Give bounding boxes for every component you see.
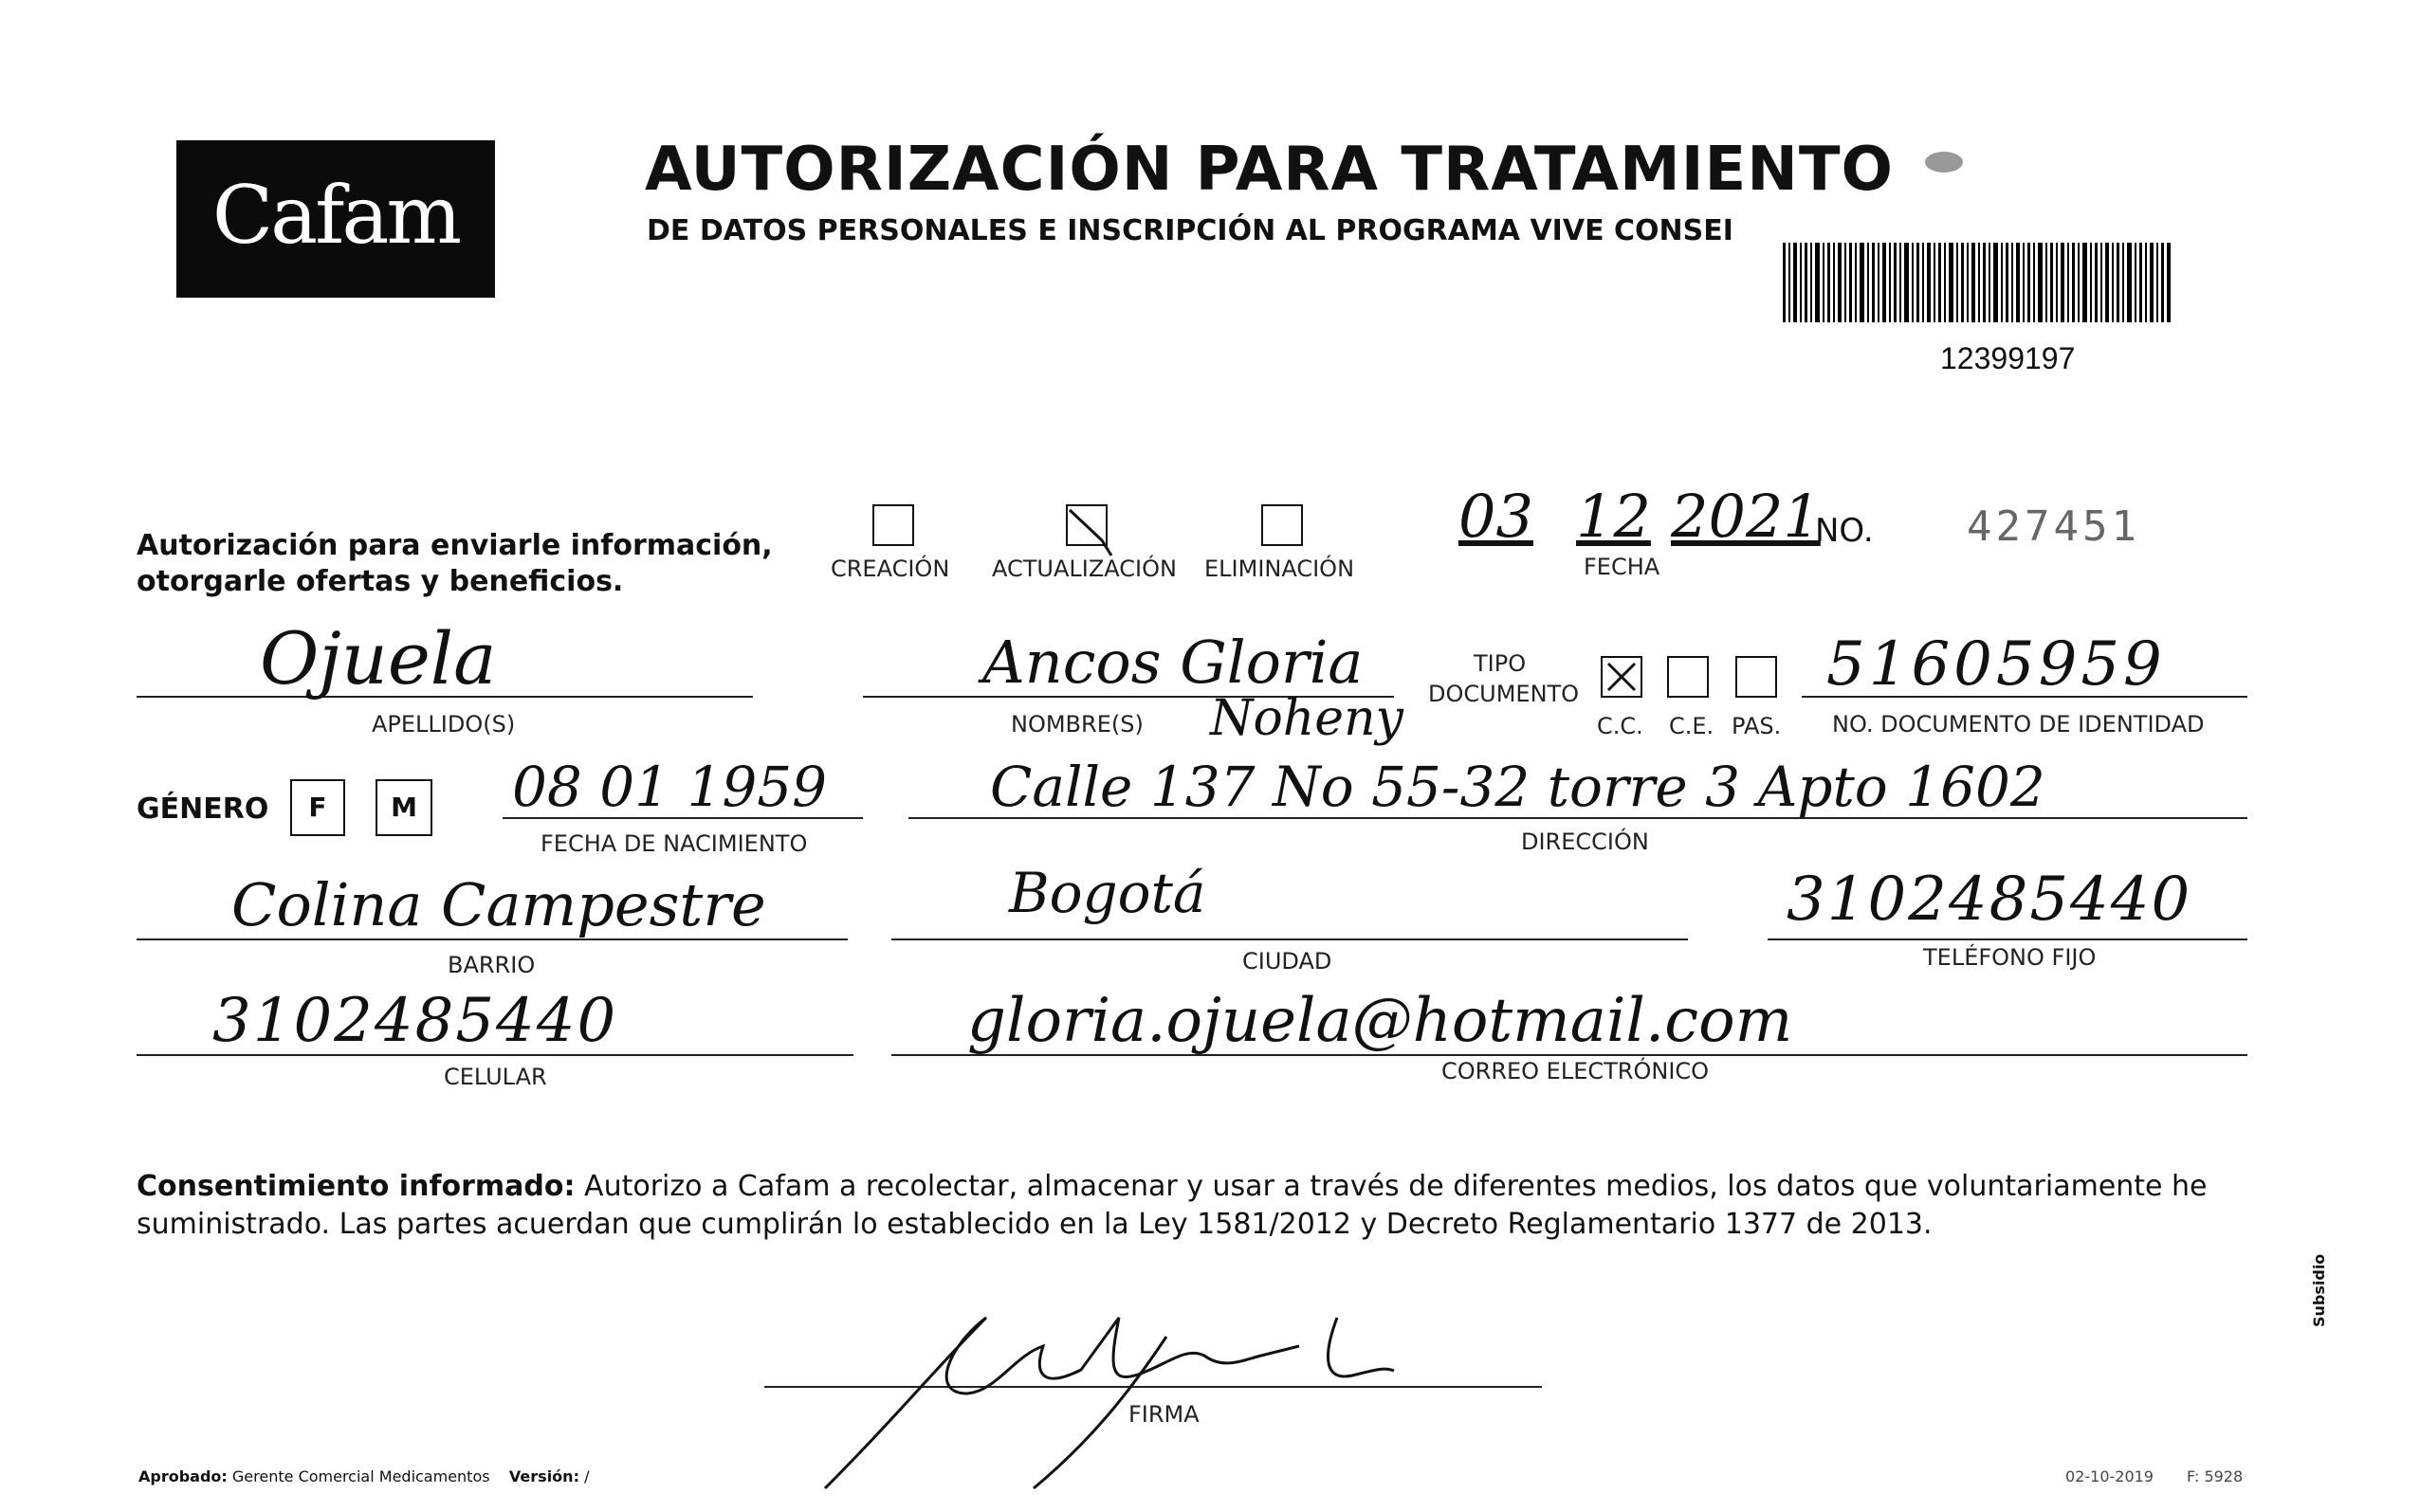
- logo-text: Cafam: [211, 169, 460, 262]
- fecha-nacimiento-value[interactable]: 08 01 1959: [512, 755, 828, 819]
- genero-f-label: F: [308, 792, 327, 823]
- version-value: /: [584, 1467, 590, 1485]
- aprobado-value: Gerente Comercial Medicamentos: [231, 1467, 490, 1485]
- nombres-value[interactable]: Ancos Gloria: [982, 628, 1364, 697]
- fecha-year: 2021: [1671, 482, 1821, 551]
- eliminacion-label: ELIMINACIÓN: [1204, 556, 1355, 582]
- telefono-value[interactable]: 3102485440: [1787, 865, 2192, 935]
- documento-label: NO. DOCUMENTO DE IDENTIDAD: [1832, 711, 2205, 738]
- genero-m-checkbox[interactable]: [376, 779, 432, 836]
- ce-checkbox[interactable]: [1667, 656, 1709, 698]
- cc-checkbox[interactable]: [1601, 656, 1642, 698]
- tipo-documento-label-1: TIPO: [1474, 650, 1527, 677]
- pas-label: PAS.: [1732, 713, 1782, 739]
- genero-m-label: M: [391, 792, 417, 823]
- documento-value[interactable]: 51605959: [1826, 629, 2166, 700]
- direccion-value[interactable]: Calle 137 No 55-32 torre 3 Apto 1602: [990, 755, 2045, 819]
- apellidos-value[interactable]: Ojuela: [260, 616, 497, 701]
- signature-label: FIRMA: [1128, 1401, 1200, 1428]
- aprobado-label: Aprobado:: [138, 1467, 228, 1485]
- creacion-checkbox[interactable]: [872, 504, 914, 546]
- intro-line-2: otorgarle ofertas y beneficios.: [137, 565, 624, 598]
- consent-paragraph: [137, 1168, 2247, 1244]
- eliminacion-checkbox[interactable]: [1261, 504, 1303, 546]
- correo-value[interactable]: gloria.ojuela@hotmail.com: [967, 986, 1793, 1056]
- direccion-label: DIRECCIÓN: [1521, 829, 1649, 855]
- intro-line-1: Autorización para enviarle información,: [137, 529, 773, 562]
- fecha-label: FECHA: [1584, 554, 1660, 580]
- fecha-month: 12: [1576, 482, 1651, 551]
- consent-text: Autorizo a Cafam a recolectar, almacenar y usar a través de diferentes medios, los datos que voluntariamente he suministrado. Las partes acuerdan que cumplirán lo establecido en la Ley 1581/2012 y Decreto Reglamentario 1377 de 2013.: [137, 1170, 2208, 1241]
- barrio-value[interactable]: Colina Campestre: [231, 870, 766, 939]
- actualizacion-label: ACTUALIZACIÓN: [992, 556, 1177, 582]
- ce-label: C.E.: [1669, 713, 1714, 739]
- telefono-line: [1768, 938, 2247, 940]
- consent-heading: Consentimiento informado:: [137, 1170, 576, 1203]
- scan-mark: [1925, 152, 1963, 173]
- checkbox-tick: [1068, 506, 1106, 544]
- barrio-label: BARRIO: [448, 952, 536, 978]
- footer-date: 02-10-2019: [2065, 1467, 2154, 1485]
- barcode: [1783, 243, 2172, 322]
- fecha-day: 03: [1458, 482, 1533, 551]
- celular-label: CELULAR: [444, 1064, 547, 1090]
- apellidos-label: APELLIDO(S): [372, 711, 516, 738]
- no-label: NO.: [1815, 512, 1874, 550]
- correo-label: CORREO ELECTRÓNICO: [1441, 1058, 1710, 1084]
- tipo-documento-label-2: DOCUMENTO: [1428, 681, 1580, 707]
- cc-check-mark: [1603, 658, 1641, 696]
- actualizacion-checkbox[interactable]: [1066, 504, 1108, 546]
- fecha-nacimiento-label: FECHA DE NACIMIENTO: [541, 830, 808, 857]
- genero-label: GÉNERO: [137, 792, 269, 826]
- footer-code: F: 5928: [2187, 1467, 2244, 1485]
- ciudad-label: CIUDAD: [1242, 948, 1332, 975]
- genero-f-checkbox[interactable]: [290, 779, 345, 836]
- version-label: Versión:: [508, 1467, 579, 1485]
- no-value: 427451: [1967, 502, 2140, 551]
- footer-approval: [138, 1467, 589, 1485]
- nombres-label: NOMBRE(S): [1011, 711, 1144, 738]
- pas-checkbox[interactable]: [1735, 656, 1777, 698]
- telefono-label: TELÉFONO FIJO: [1923, 944, 2097, 971]
- form-title: AUTORIZACIÓN PARA TRATAMIENTO: [645, 135, 1894, 205]
- cc-label: C.C.: [1597, 713, 1643, 739]
- barcode-number: 12399197: [1940, 341, 2076, 375]
- side-text: Subsidio: [2310, 1253, 2328, 1327]
- cafam-logo: [176, 140, 495, 298]
- signature: [806, 1280, 1489, 1498]
- celular-value[interactable]: 3102485440: [212, 986, 618, 1056]
- form-subtitle: DE DATOS PERSONALES E INSCRIPCIÓN AL PROGRAMA VIVE CONSEI: [647, 214, 1733, 247]
- creacion-label: CREACIÓN: [831, 556, 950, 582]
- nombres-value-2: Noheny: [1210, 690, 1403, 747]
- ciudad-line: [891, 938, 1688, 940]
- ciudad-value[interactable]: Bogotá: [1009, 861, 1206, 925]
